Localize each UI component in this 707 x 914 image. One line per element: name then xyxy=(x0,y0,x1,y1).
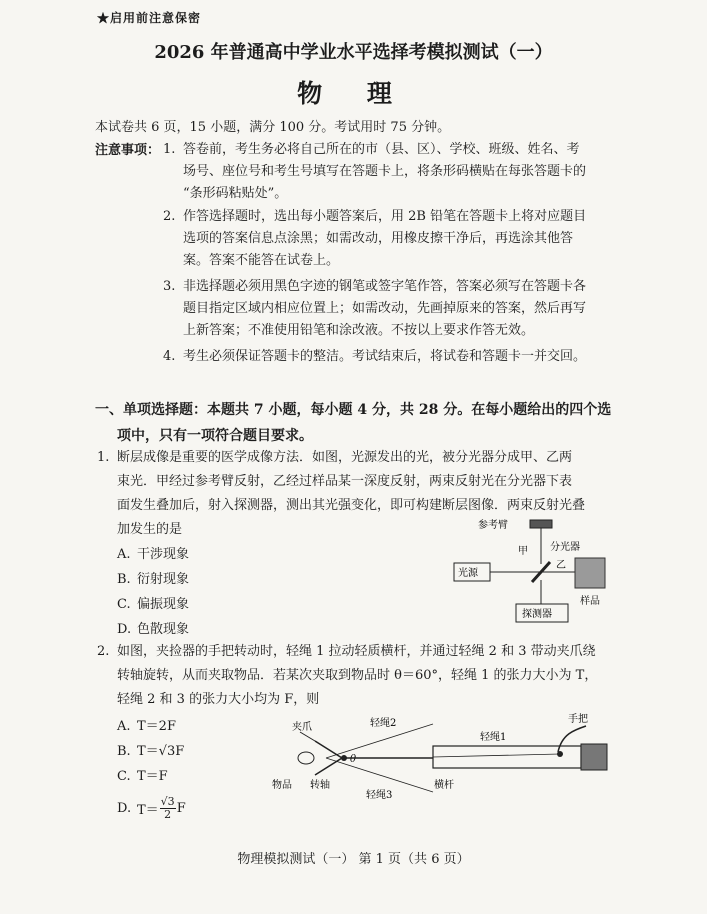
rope2-label: 轻绳2 xyxy=(370,718,397,729)
notice-number: 1. xyxy=(163,142,176,157)
option-letter: C. xyxy=(117,597,131,612)
q1-option-c xyxy=(117,593,189,612)
rope1-label: 轻绳1 xyxy=(480,732,507,743)
theta-label: θ xyxy=(350,754,357,765)
q1-option-b xyxy=(117,568,189,587)
q1-option-a xyxy=(117,543,189,562)
detector-label: 探测器 xyxy=(522,609,552,620)
option-text: T＝√3F xyxy=(137,744,185,759)
notice-line: 答卷前，考生务必将自己所在的市（县、区）、学校、班级、姓名、考 xyxy=(183,142,580,157)
yi-label: 乙 xyxy=(556,560,566,571)
rope3-label: 轻绳3 xyxy=(366,790,393,801)
q2-option-d xyxy=(117,796,186,821)
notice-item-3 xyxy=(163,276,618,342)
q2-option-c xyxy=(117,765,168,784)
q1-option-d xyxy=(117,618,189,637)
axis-label: 转轴 xyxy=(310,780,330,791)
question-2 xyxy=(97,640,627,712)
question-line: 加发生的是 xyxy=(117,522,183,537)
question-line: 轻绳 2 和 3 的张力大小均为 F，则 xyxy=(117,692,320,707)
notice-item-4 xyxy=(163,346,618,368)
option-text: T＝2F xyxy=(137,719,176,734)
rope1-line xyxy=(433,754,560,757)
item-label: 物品 xyxy=(272,780,292,791)
notice-line: 考生必须保证答题卡的整洁。考试结束后，将试卷和答题卡一并交回。 xyxy=(183,349,587,364)
splitter-label: 分光器 xyxy=(550,542,580,553)
q2-option-b xyxy=(117,740,184,759)
option-letter: A. xyxy=(117,547,131,562)
section-title xyxy=(95,397,620,449)
claw-jaws xyxy=(315,741,342,775)
handle-grip xyxy=(581,744,607,770)
notice-line: 上新答案；不准使用铅笔和涂改液。不按以上要求作答无效。 xyxy=(183,323,535,338)
option-text: 衍射现象 xyxy=(137,572,190,587)
grabber-diagram xyxy=(270,706,620,806)
rope3-line xyxy=(326,758,433,792)
secret-mark: ★启用前注意保密 xyxy=(97,11,202,25)
exam-title: 2026 年普通高中学业水平选择考模拟测试（一） xyxy=(154,42,553,63)
sample-box xyxy=(575,558,605,588)
option-letter: A. xyxy=(117,719,131,734)
option-text: 色散现象 xyxy=(137,622,190,637)
question-line: 束光．甲经过参考臂反射，乙经过样品某一深度反射，两束反射光在分光器下表 xyxy=(117,474,573,489)
question-line: 断层成像是重要的医学成像方法．如图，光源发出的光，被分光器分成甲、乙两 xyxy=(117,450,573,465)
question-number: 1. xyxy=(97,450,110,465)
notice-line: 题目指定区域内相应位置上；如需改动，先画掉原来的答案，然后再写 xyxy=(183,301,587,316)
fraction xyxy=(160,796,176,821)
reference-mirror xyxy=(530,520,552,528)
option-text: 干涉现象 xyxy=(137,547,190,562)
notice-line: 选项的答案信息点涂黑；如需改动，用橡皮擦干净后，再选涂其他答 xyxy=(183,231,574,246)
fraction-suffix: F xyxy=(176,801,186,816)
notice-line: 案。答案不能答在试卷上。 xyxy=(183,253,340,268)
option-letter: D. xyxy=(117,622,132,637)
option-text: 偏振现象 xyxy=(137,597,190,612)
source-label: 光源 xyxy=(458,568,478,579)
ref-arm-label: 参考臂 xyxy=(478,520,508,531)
handle-label: 手把 xyxy=(568,714,588,725)
option-letter: B. xyxy=(117,572,131,587)
question-line: 面发生叠加后，射入探测器，测出其光强变化，即可构建断层图像．两束反射光叠 xyxy=(117,498,586,513)
option-text: T＝ xyxy=(137,803,159,818)
section-line: 项中，只有一项符合题目要求。 xyxy=(117,428,313,444)
notice-number: 3. xyxy=(163,279,176,294)
notice-number: 2. xyxy=(163,209,176,224)
q2-option-a xyxy=(117,715,176,734)
rope2-line xyxy=(326,724,433,758)
option-letter: B. xyxy=(117,744,131,759)
fraction-numerator: √3 xyxy=(160,795,175,808)
notice-item-1 xyxy=(163,139,618,205)
notice-label: 注意事项： xyxy=(95,143,161,158)
notice-line: 场号、座位号和考生号填写在答题卡上，将条形码横贴在每张答题卡的 xyxy=(183,164,587,179)
section-line: 一、单项选择题：本题共 7 小题，每小题 4 分，共 28 分。在每小题给出的四个选 xyxy=(95,402,612,418)
notice-line: 作答选择题时，选出每小题答案后，用 2B 铅笔在答题卡上将对应题目 xyxy=(183,209,587,224)
exam-info: 本试卷共 6 页，15 小题，满分 100 分。考试用时 75 分钟。 xyxy=(95,120,451,135)
claw-label: 夹爪 xyxy=(292,722,312,733)
notice-line: “条形码粘贴处”。 xyxy=(183,186,288,201)
claw-label-leader xyxy=(300,732,315,741)
question-number: 2. xyxy=(97,644,110,659)
grabbed-item xyxy=(298,752,314,764)
jia-label: 甲 xyxy=(518,546,528,557)
sample-label: 样品 xyxy=(580,596,600,607)
fraction-denominator: 2 xyxy=(164,808,172,821)
crossbar-label: 横杆 xyxy=(434,780,454,791)
notice-line: 非选择题必须用黑色字迹的钢笔或签字笔作答，答案必须写在答题卡各 xyxy=(183,279,587,294)
notice-item-2 xyxy=(163,206,618,272)
subject-title: 物 理 xyxy=(297,79,410,108)
option-letter: C. xyxy=(117,769,131,784)
notice-number: 4. xyxy=(163,349,176,364)
page-footer: 物理模拟测试（一） 第 1 页（共 6 页） xyxy=(237,852,470,867)
option-letter: D. xyxy=(117,801,132,816)
question-line: 转轴旋转，从而夹取物品．若某次夹取到物品时 θ＝60°，轻绳 1 的张力大小为 T， xyxy=(117,668,598,683)
option-text: T＝F xyxy=(137,769,168,784)
question-line: 如图，夹捡器的手把转动时，轻绳 1 拉动轻质横杆，并通过轻绳 2 和 3 带动夹爪绕 xyxy=(117,644,596,659)
optics-diagram xyxy=(440,514,620,626)
